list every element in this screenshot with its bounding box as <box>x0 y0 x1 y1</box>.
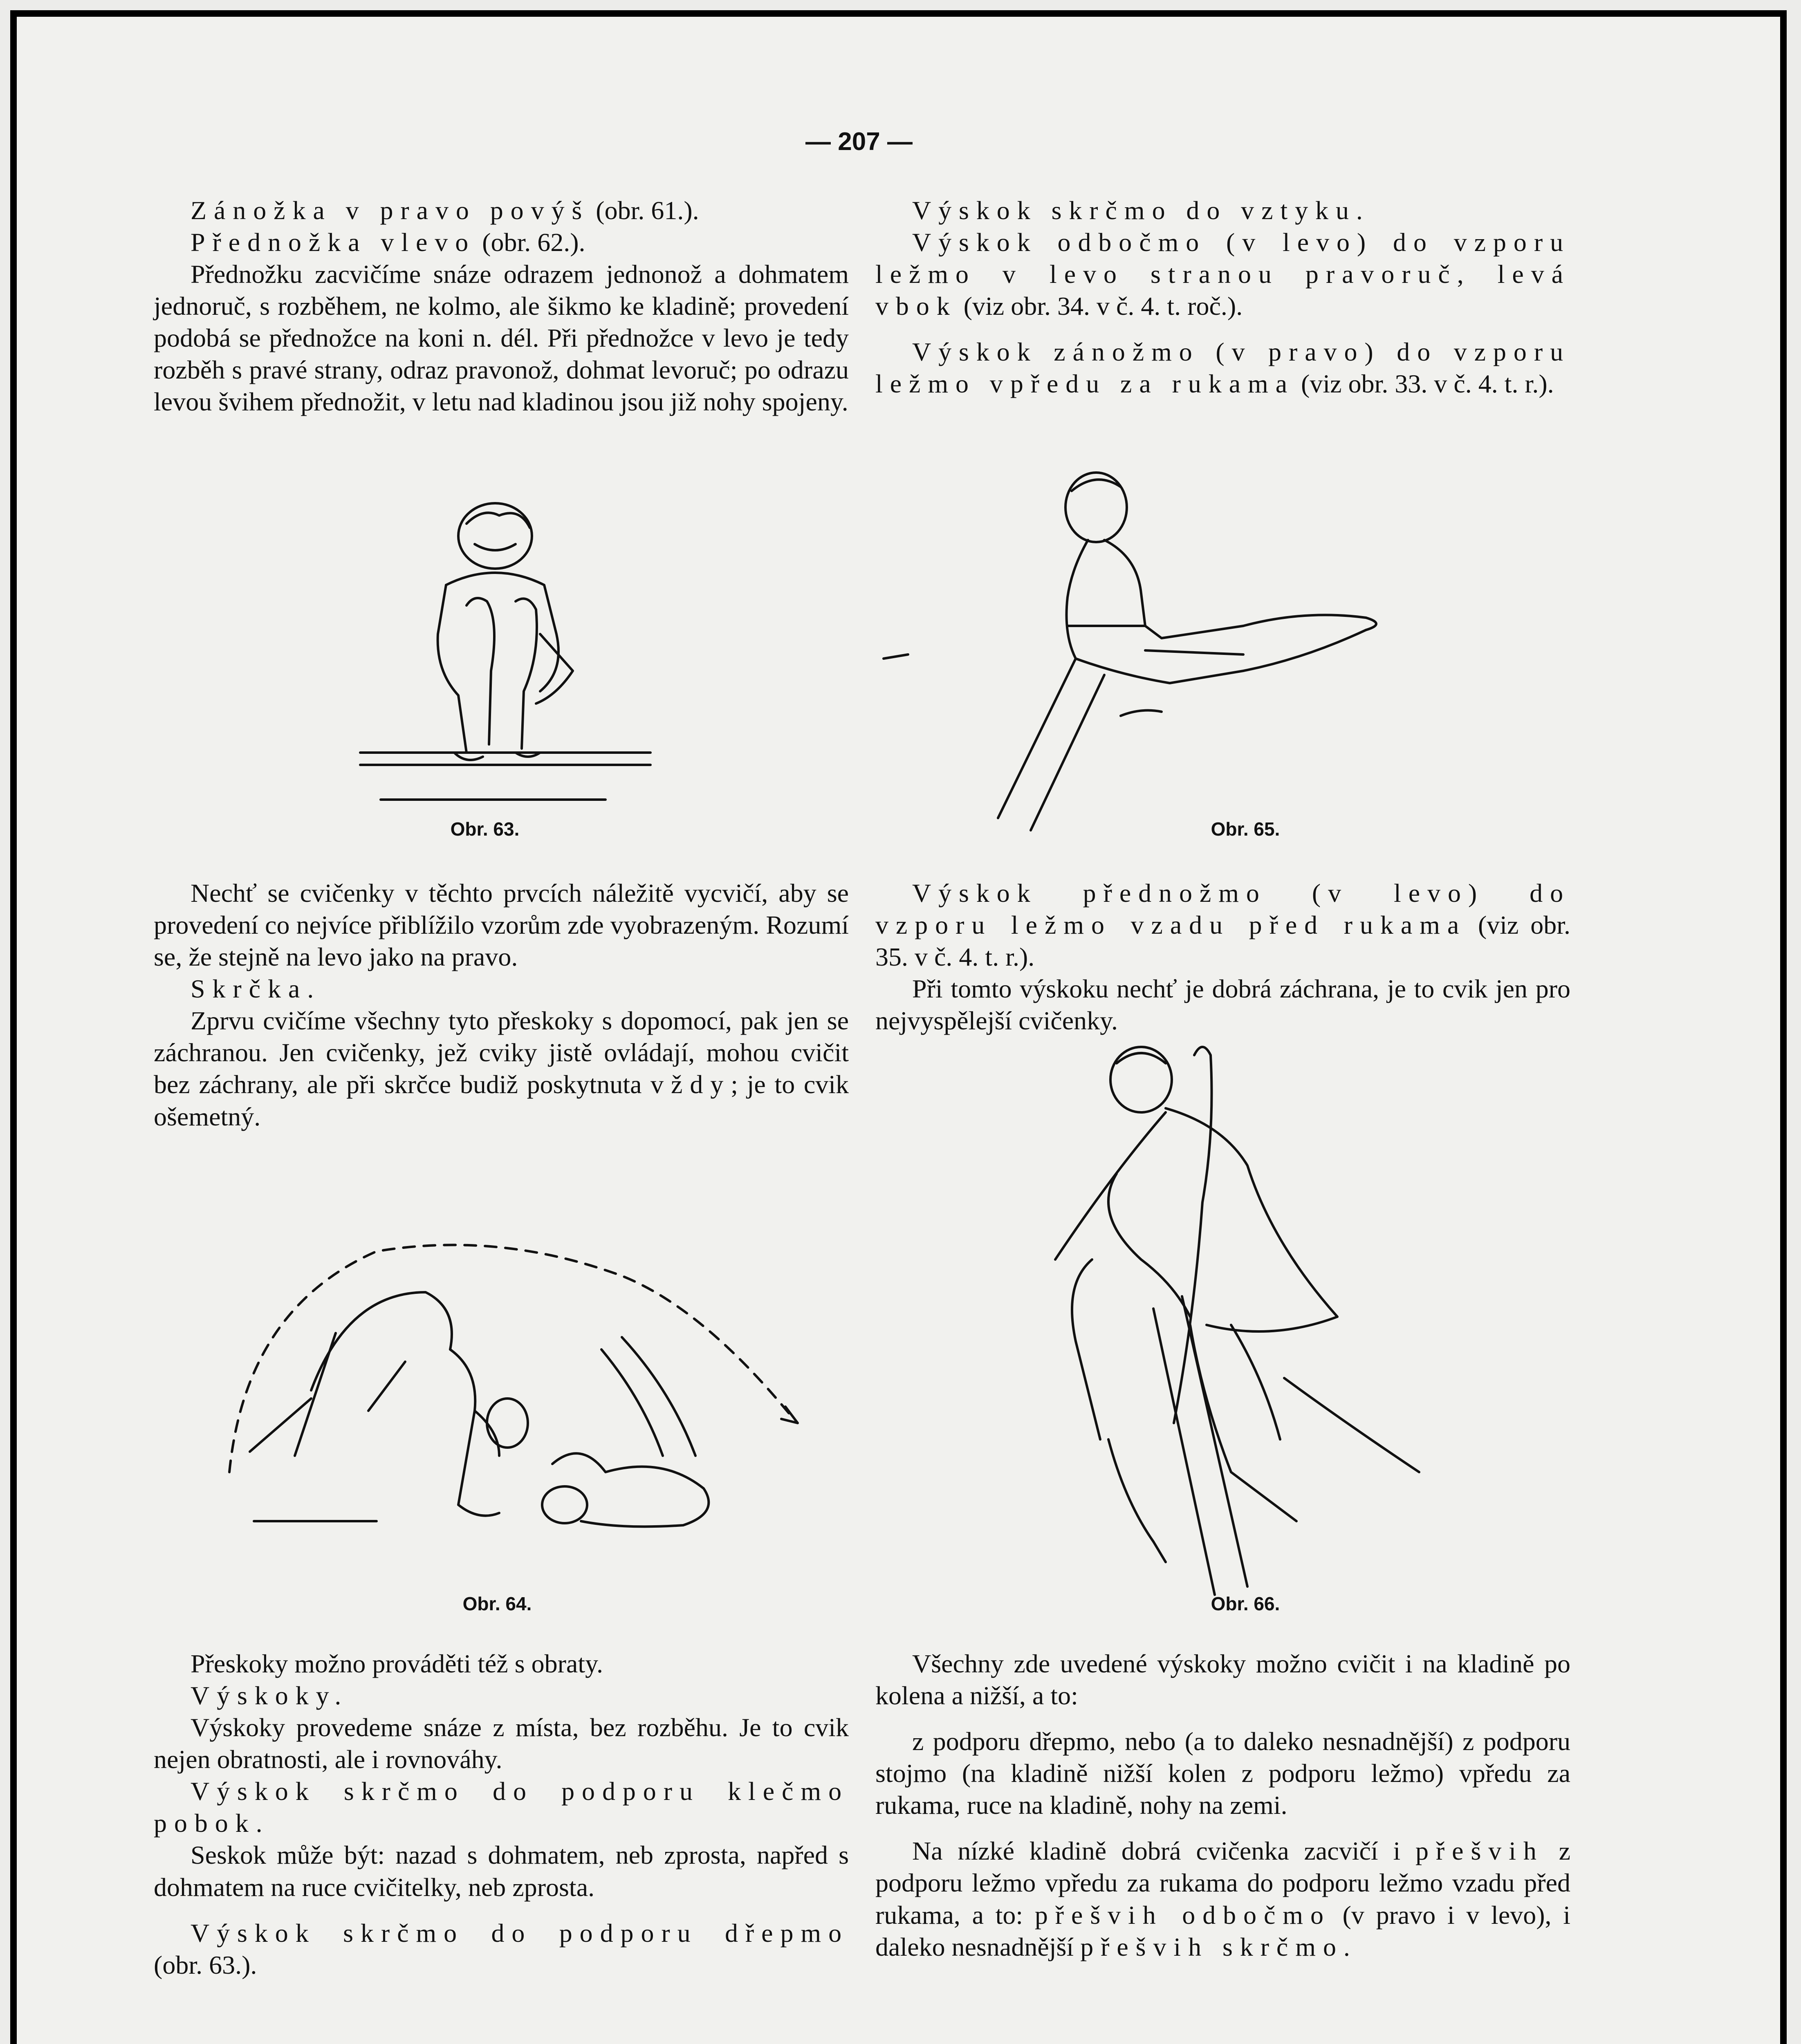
paragraph <box>875 195 1570 226</box>
paragraph <box>875 1726 1570 1821</box>
paragraph <box>154 1005 849 1132</box>
spaced-emphasis-text: Výskok skrčmo do podporu dřepmo <box>191 1918 849 1948</box>
text-run: (v pravo i v levo), i daleko nesnadnější <box>875 1900 1571 1961</box>
left-column-top-text <box>154 195 849 418</box>
right-column-middle-text <box>875 877 1570 1037</box>
text-run: (viz obr. 33. v č. 4. t. r.). <box>1294 369 1554 399</box>
paragraph <box>154 195 849 226</box>
text-run: Přeskoky možno prováděti též s obraty. <box>191 1649 603 1678</box>
text-run: Výskoky provedeme snáze z místa, bez rozběhu. Je to cvik nejen obratnosti, ale i rovnováhy. <box>154 1713 849 1774</box>
figure-64-caption: Obr. 64. <box>462 1593 532 1614</box>
figure-63-caption: Obr. 63. <box>450 818 520 840</box>
spaced-emphasis-text: vždy <box>650 1070 731 1099</box>
text-run: Při tomto výskoku nechť je dobrá záchrana, je to cvik jen pro nejvyspělejší cvičenky. <box>875 974 1570 1035</box>
figure-63-illustration <box>344 499 671 818</box>
figure-64-illustration <box>213 1227 826 1595</box>
figure-65-illustration <box>875 462 1456 851</box>
text-run: (viz obr. 35. v č. 4. t. r.). <box>875 910 1570 972</box>
paragraph <box>154 1917 849 1981</box>
left-column-bottom-text <box>154 1648 849 1981</box>
text-run: z podporu ležmo vpředu za rukama do podporu ležmo vzadu před rukama, a to: <box>875 1836 1571 1930</box>
right-column-bottom-text <box>875 1648 1570 1963</box>
paragraph <box>875 1648 1570 1712</box>
paragraph <box>154 1712 849 1775</box>
paragraph <box>154 1680 849 1712</box>
paragraph <box>154 877 849 973</box>
page-number: — 207 — <box>805 128 913 156</box>
spaced-emphasis-text: přešvih odbočmo <box>1034 1900 1331 1930</box>
paragraph <box>154 258 849 418</box>
paragraph <box>875 973 1570 1037</box>
spaced-emphasis-text: přešvih skrčmo <box>1080 1932 1343 1961</box>
paragraph <box>875 336 1570 400</box>
paragraph <box>875 226 1570 322</box>
right-column-top-text <box>875 195 1570 400</box>
paragraph <box>154 226 849 258</box>
spaced-emphasis-text: Zánožka v pravo povýš <box>191 196 590 225</box>
text-run: (obr. 62.). <box>475 228 585 257</box>
text-run: z podporu dřepmo, nebo (a to daleko nesnadnější) z podporu stojmo (na kladině nižší kolen z podporu ležmo) vpředu za rukama, ruce na kladině, nohy na zemi. <box>875 1727 1570 1820</box>
text-run: Přednožku zacvičíme snáze odrazem jednonož a dohmatem jednoruč, s rozběhem, ne kolmo, ale šikmo ke kladině; provedení podobá se přednožce na koni n. dél. Při přednožce v levo je tedy rozběh s pravé strany, odraz pravonož, dohmat levoruč; po odrazu levou švihem přednožit, v letu nad kladinou jsou již nohy spojeny. <box>154 260 849 417</box>
figure-66-illustration <box>1018 1031 1468 1599</box>
paragraph <box>154 1648 849 1680</box>
text-run: (obr. 61.). <box>589 196 699 225</box>
paragraph <box>154 1839 849 1903</box>
paragraph <box>875 1835 1570 1963</box>
spaced-emphasis-text: Výskok skrčmo do podporu klečmo pobok. <box>154 1777 849 1838</box>
paragraph <box>154 973 849 1005</box>
spaced-emphasis-text: Výskoky. <box>191 1681 349 1710</box>
text-run: Na nízké kladině dobrá cvičenka zacvičí i <box>912 1836 1415 1866</box>
text-run: Zprvu cvičíme všechny tyto přeskoky s dopomocí, pak jen se záchranou. Jen cvičenky, jež cviky jistě ovládají, mohou cvičit bez záchrany, ale při skrčce budiž poskytnuta <box>154 1006 849 1099</box>
spaced-emphasis-text: přešvih <box>1415 1836 1544 1866</box>
spaced-emphasis-text: Výskok zánožmo (v pravo) do vzporu ležmo vpředu za rukama <box>875 337 1570 399</box>
figure-66-caption: Obr. 66. <box>1211 1593 1280 1614</box>
spaced-emphasis-text: Přednožka vlevo <box>191 228 476 257</box>
text-run: Všechny zde uvedené výskoky možno cvičit i na kladině po kolena a nižší, a to: <box>875 1649 1570 1710</box>
text-run: (viz obr. 34. v č. 4. t. roč.). <box>957 291 1243 321</box>
text-run: Nechť se cvičenky v těchto prvcích náležitě vycvičí, aby se provedení co nejvíce přiblížilo vzorům zde vyobrazeným. Rozumí se, že stejně na levo jako na pravo. <box>154 879 849 972</box>
paragraph <box>154 1775 849 1839</box>
text-run: Seskok může být: nazad s dohmatem, neb zprosta, napřed s dohmatem na ruce cvičitelky, neb zprosta. <box>154 1840 849 1902</box>
paragraph <box>875 877 1570 973</box>
text-run: . <box>1343 1932 1350 1961</box>
spaced-emphasis-text: Výskok skrčmo do vztyku. <box>912 196 1370 225</box>
figure-65-caption: Obr. 65. <box>1211 818 1280 840</box>
spaced-emphasis-text: Výskok přednožmo (v levo) do vzporu ležmo vzadu před rukama <box>875 879 1570 940</box>
spaced-emphasis-text: Výskok odbočmo (v levo) do vzporu ležmo v levo stranou pravoruč, levá vbok <box>875 228 1570 321</box>
left-column-middle-text <box>154 877 849 1133</box>
text-run: (obr. 63.). <box>154 1950 257 1979</box>
scanned-page <box>10 10 1787 2044</box>
text-run: ; je to cvik ošemetný. <box>154 1070 849 1131</box>
spaced-emphasis-text: Skrčka. <box>191 974 321 1004</box>
